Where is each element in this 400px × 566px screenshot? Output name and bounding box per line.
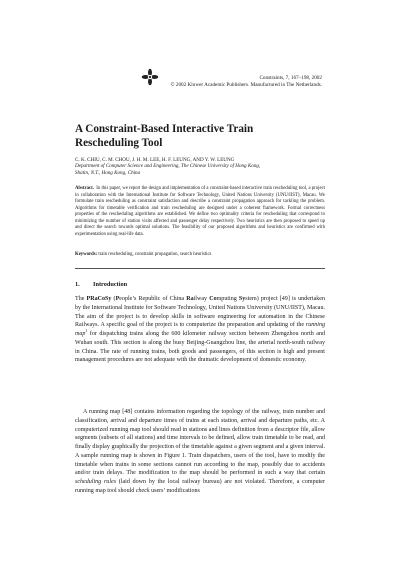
section-heading xyxy=(75,281,127,288)
affiliation xyxy=(75,163,345,176)
publication-info xyxy=(171,75,322,89)
section-divider xyxy=(75,268,325,269)
acronym-letter: Co xyxy=(209,296,217,302)
title-line-2: Rescheduling Tool xyxy=(75,136,163,149)
paper-title xyxy=(75,123,335,150)
kluwer-logo-icon xyxy=(141,68,159,86)
footnote-marker: 1 xyxy=(85,328,88,333)
acronym-letter: Sy xyxy=(238,296,246,302)
check-term: check xyxy=(135,487,150,494)
abstract-label: Abstract. xyxy=(75,186,94,191)
section-number: 1. xyxy=(75,281,80,288)
text-run: mputing xyxy=(216,296,239,302)
section-title: Introduction xyxy=(93,281,128,288)
keywords xyxy=(75,252,325,259)
text-run: (laid down by the local railway bureau) are not violated. Therefore, a computer running map tool should xyxy=(75,479,325,494)
intro-paragraph-1 xyxy=(75,295,325,365)
text-run: stem) project [49] is undertaken by the International Institute for Software Technology, United Nations University (UNU/IIST), Macau. The aim of the project is to develop skills in software engineering for automation in the Chinese Railways. A specific goal of the project is to computerize the preparation and updating of the xyxy=(75,296,325,329)
keywords-label: Keywords: xyxy=(75,252,98,257)
running-map-term: running map xyxy=(75,322,325,337)
text-run: A running map [48] contains information regarding the topology of the railway, train number and classification, arrival and departure times of trains at each station, arrival and departure paths, etc. A computerized running map tool should read in stations and lines definition from a descriptor file, allow segments (subsets of all stations) and time intervals to be defined, allow train timetable to be read, and finally display graphically the projection of the timetable against a given segment and a given interval. A sample running map is shown in Figure 1. Train dispatchers, users of the tool, have to modify the timetable when trains in some sections cannot run according to the map, possibly due to accidents and/or train delays. The modification to the map should be performed in such a way that certain xyxy=(75,409,325,477)
journal-citation: Constraints, 7, 167–198, 2002 xyxy=(259,75,322,81)
author-list: C. K. CHIU, C. M. CHOU, J. H. M. LEE, H. F. LEUNG, AND Y. W. LEUNG xyxy=(75,157,235,163)
affiliation-line-2: Shatin, N.T., Hong Kong, China xyxy=(75,169,141,176)
title-line-1: A Constraint-Based Interactive Train xyxy=(75,123,254,135)
pracosy-acronym: PRaCoSy xyxy=(86,296,112,302)
text-run: ( xyxy=(111,296,116,302)
copyright-notice: © 2002 Kluwer Academic Publishers. Manufactured in The Netherlands. xyxy=(170,82,322,88)
text-run: ilway xyxy=(193,296,210,302)
text-run: The xyxy=(75,296,87,302)
acronym-letter: Ra xyxy=(186,296,194,302)
intro-paragraph-2 xyxy=(75,408,325,496)
keywords-text: train rescheduling, constraint propagation, search heuristics xyxy=(98,252,212,257)
text-run: for dispatching trains along the 600 kilometer railway section between Zhengzhou north and Wuhan south. This section is along the busy Beijing-Guangzhou line, the arterial north-south railway in China. The rate of running trains, both goods and passengers, of this section is high and present management procedures are not adequate with the dramatic development of domestic economy. xyxy=(75,331,325,364)
text-run: eople’s Republic of China xyxy=(119,296,187,302)
affiliation-line-1: Department of Computer Science and Engineering, The Chinese University of Hong Kong, xyxy=(75,163,261,169)
acronym-letter: P xyxy=(115,296,120,302)
text-run: users’ modifications xyxy=(149,487,200,494)
scheduling-rules-term: scheduling rules xyxy=(75,479,117,485)
abstract-text: In this paper, we report the design and implementation of a constraint-based interactive train rescheduling tool, a project in collaboration with the International Institute for Software Technology, United Nations University (UNU/IIST), Macau. We formulate train rescheduling as constraint satisfaction and describe a constraint propagation approach for tackling the problem. Algorithms for timetable verification and train rescheduling are designed under a coherent framework. Formal correctness properties of the rescheduling algorithms are established. We define two optimality criteria for rescheduling that correspond to minimizing the number of station visits affected and passenger delay respectively. Two heuristics are then proposed to speed up and direct the search towards optimal solutions. The feasibility of our proposed algorithms and heuristics are confirmed with experimentation using real-life data. xyxy=(75,186,325,237)
abstract xyxy=(75,186,325,238)
